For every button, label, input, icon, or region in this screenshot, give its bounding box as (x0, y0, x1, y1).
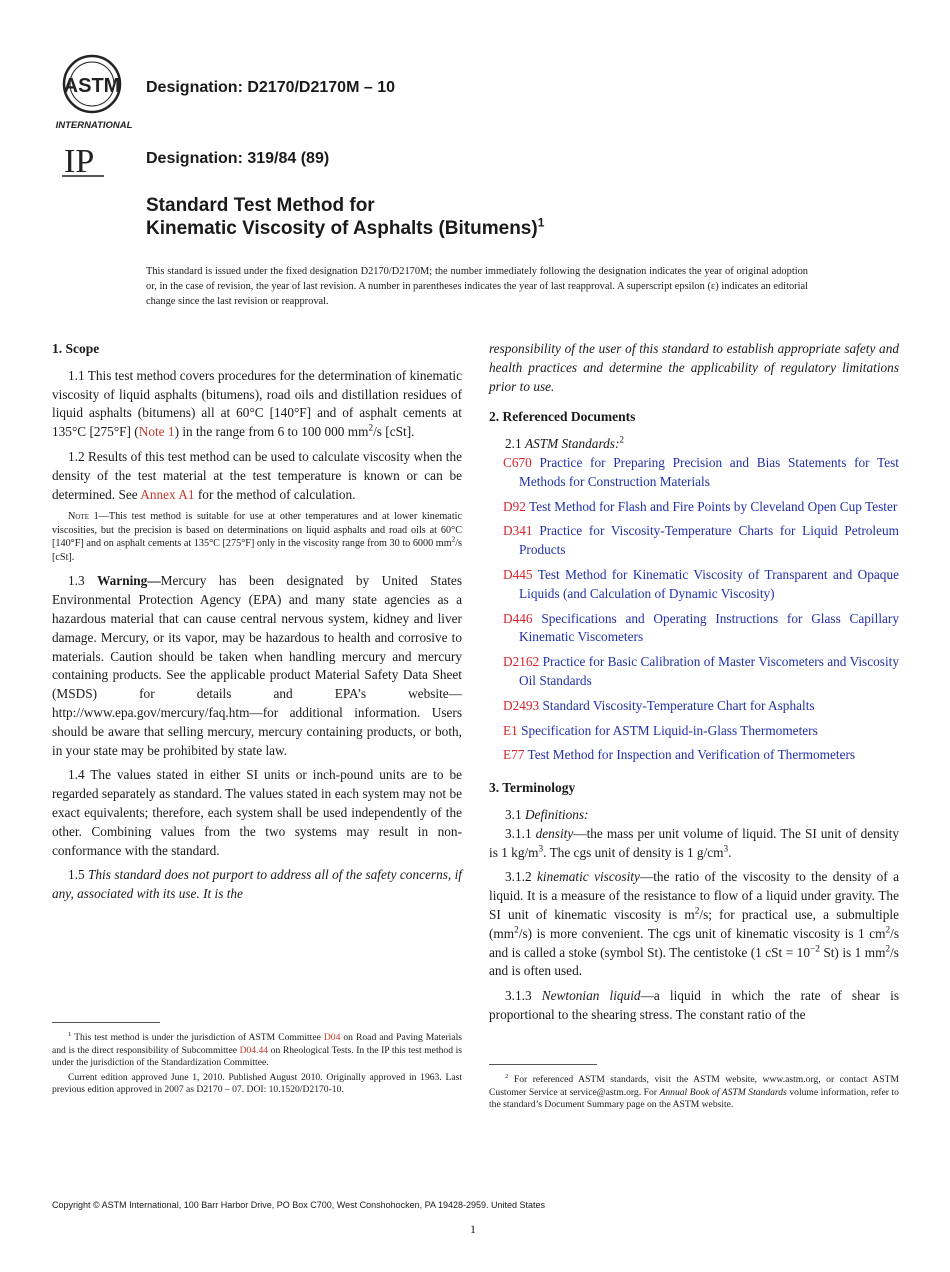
ref-title[interactable]: Specifications and Operating Instructions for Glass Capillary Kinematic Viscometers (519, 610, 899, 645)
ref-code[interactable]: D92 (503, 498, 526, 514)
term-density: 3.1.1 density—the mass per unit volume of liquid. The SI unit of density is 1 $kg/m^3$. The cgs unit of density is 1 $g/cm^3$. (489, 825, 899, 860)
ref-code[interactable]: D446 (503, 610, 533, 626)
svg-text:INTERNATIONAL: INTERNATIONAL (55, 120, 133, 131)
annex-a1-link[interactable]: Annex A1 (140, 486, 195, 502)
ref-item-e1[interactable] (489, 722, 899, 741)
footnote-rule-right (489, 1064, 597, 1065)
ref-code[interactable]: E77 (503, 747, 525, 763)
astm-designation: Designation: D2170/D2170M – 10 (146, 79, 395, 96)
scope-1-5: 1.5 This standard does not purport to address all of the safety concerns, if any, associated with its use. It is the (52, 867, 462, 902)
referenced-documents-list (489, 454, 899, 765)
d04-link[interactable]: D04 (323, 1032, 341, 1043)
ref-item-d2493[interactable] (489, 697, 899, 716)
svg-text:ASTM: ASTM (63, 75, 121, 97)
ref-title[interactable]: Specification for ASTM Liquid-in-Glass Thermometers (521, 722, 818, 738)
footnote-2: $^2$ For referenced ASTM standards, visit the ASTM website, www.astm.org, or contact ASTM Customer Service at service@astm.org. For Annual Book of ASTM Standards volume information, refer to the standard’s Document Summary page on the ASTM website. (489, 1072, 899, 1111)
svg-text:IP: IP (64, 143, 95, 180)
ref-code[interactable]: D2493 (503, 697, 540, 713)
ref-item-e77[interactable] (489, 746, 899, 765)
term-kinematic-viscosity: 3.1.2 kinematic viscosity—the ratio of the viscosity to the density of a liquid. It is a measure of the resistance to flow of a liquid under gravity. The SI unit of kinematic viscosity is $m^2/s$; for practical use, a submultiple $(mm^2/s)$ is more convenient. The cgs unit of kinematic viscosity is 1 $cm^2/s$ and is called a stoke (symbol St). The centistoke (1 cSt = $10^{-2}$ St) is 1 $mm^2/s$ and is often used. (489, 869, 899, 979)
note-1: Note 1—This test method is suitable for use at other temperatures and at lower kinematic viscosities, but the precision is based on determinations on liquid asphalts and road oils at 60°C [140°F] and on asphalt cements at 135°C [275°F] only in the viscosity range from 30 to 6000 $mm^2/s$ [cSt]. (52, 511, 462, 563)
footnote-1: $^1$ This test method is under the jurisdiction of ASTM Committee D04 on Road and Paving Materials and is the direct responsibility of Subcommittee D04.44 on Rheological Tests. In the IP this test method is under the jurisdiction of the Standardization Committee. Current edition approved June 1, 2010. Published August 2010. Originally approved in 1963. Last previous edition approved in 2007 as D2170 – 07. DOI: 10.1520/D2170-10. (52, 1030, 462, 1096)
ref-item-d92[interactable] (489, 498, 899, 517)
ref-title[interactable]: Practice for Basic Calibration of Master Viscometers and Viscosity Oil Standards (519, 654, 899, 688)
title-line-2: Kinematic Viscosity of Asphalts (Bitumens)$^1$ (146, 215, 545, 239)
ref-code[interactable]: D341 (503, 523, 533, 539)
ref-title[interactable]: Test Method for Inspection and Verification of Thermometers (527, 747, 856, 763)
ref-code[interactable]: C670 (503, 454, 532, 470)
standard-notice: This standard is issued under the fixed designation D2170/D2170M; the number immediately following the designation indicates the year of original adoption or, in the case of revision, the year of last revision. A number in parentheses indicates the year of last reapproval. A superscript epsilon (ε) indicates an editorial change since the last revision or reapproval. (146, 266, 808, 307)
ip-designation: Designation: 319/84 (89) (146, 150, 330, 167)
scope-1-5-continued: responsibility of the user of this standard to establish appropriate safety and health practices and determine the applicability of regulatory limitations prior to use. (489, 341, 899, 394)
ref-title[interactable]: Test Method for Flash and Fire Points by Cleveland Open Cup Tester (529, 498, 898, 514)
ref-title[interactable]: Test Method for Kinematic Viscosity of Transparent and Opaque Liquids (and Calculation of Dynamic Viscosity) (519, 566, 899, 601)
ref-code[interactable]: D445 (503, 566, 533, 582)
copyright-line: Copyright © ASTM International, 100 Barr Harbor Drive, PO Box C700, West Conshohocken, PA 19428-2959. United States (52, 1200, 546, 1210)
ip-logo (62, 142, 122, 182)
ref-title[interactable]: Practice for Viscosity-Temperature Charts for Liquid Petroleum Products (519, 523, 900, 558)
ref-item-d2162[interactable] (489, 653, 899, 691)
scope-1-4: 1.4 The values stated in either SI units or inch-pound units are to be regarded separately as standard. The values stated in each system may not be exact equivalents; therefore, each system shall be used independently of the other. Combining values from the two systems may result in non-conformance with the standard. (52, 767, 462, 858)
definitions-label: 3.1 Definitions: (505, 806, 589, 822)
astm-standards-label: 2.1 ASTM Standards:$^2$ (505, 435, 625, 452)
ref-title[interactable]: Practice for Preparing Precision and Bias Statements for Test Methods for Construction Materials (519, 454, 900, 489)
ref-code[interactable]: D2162 (503, 654, 540, 670)
term-newtonian-liquid: 3.1.3 Newtonian liquid—a liquid in which the rate of shear is proportional to the shearing stress. The constant ratio of the (489, 988, 899, 1022)
scope-1-2: 1.2 Results of this test method can be used to calculate viscosity when the density of the test material at the test temperature is known or can be determined. See Annex A1 for the method of calculation. (52, 448, 462, 502)
astm-logo (52, 52, 136, 132)
refdocs-heading: 2. Referenced Documents (489, 409, 636, 425)
d04-44-link[interactable]: D04.44 (239, 1044, 269, 1056)
ref-item-c670[interactable] (489, 454, 899, 492)
title-line-1: Standard Test Method for (146, 195, 375, 216)
left-column (52, 340, 462, 910)
page-number: 1 (470, 1222, 476, 1236)
ref-code[interactable]: E1 (503, 722, 518, 738)
ref-item-d446[interactable] (489, 610, 899, 648)
ref-title[interactable]: Standard Viscosity-Temperature Chart for Asphalts (542, 697, 815, 713)
terminology-heading: 3. Terminology (489, 780, 576, 796)
scope-heading: 1. Scope (52, 341, 100, 356)
ref-item-d341[interactable] (489, 522, 899, 560)
scope-1-1: 1.1 This test method covers procedures for the determination of kinematic viscosity of liquid asphalts (bitumens), road oils and distillation residues of liquid asphalts (bitumens) all at 60°C [140°F] and of asphalt cements at 135°C [275°F] (Note 1) in the range from 6 to 100 000 $mm^2/s$ [cSt]. (52, 367, 462, 440)
title-footnote-ref[interactable]: 1 (537, 215, 545, 230)
scope-1-3: 1.3 Warning—Mercury has been designated by United States Environmental Protection Agency (EPA) and many state agencies as a hazardous material that can cause central nervous system, kidney and liver damage. Mercury, or its vapor, may be hazardous to health and corrosive to materials. Caution should be taken when handling mercury and mercury containing products. See the applicable product Material Safety Data Sheet (MSDS) for details and EPA’s website—http://www.epa.gov/mercury/faq.htm—for additional information. Users should be aware that selling mercury, mercury containing products, or both, in your state may be prohibited by state law. (52, 573, 462, 758)
footnote-rule-left (52, 1022, 160, 1023)
note-1-link[interactable]: Note 1 (138, 424, 175, 440)
right-column (489, 340, 899, 1031)
ref-item-d445[interactable] (489, 566, 899, 604)
document-title (146, 194, 544, 240)
